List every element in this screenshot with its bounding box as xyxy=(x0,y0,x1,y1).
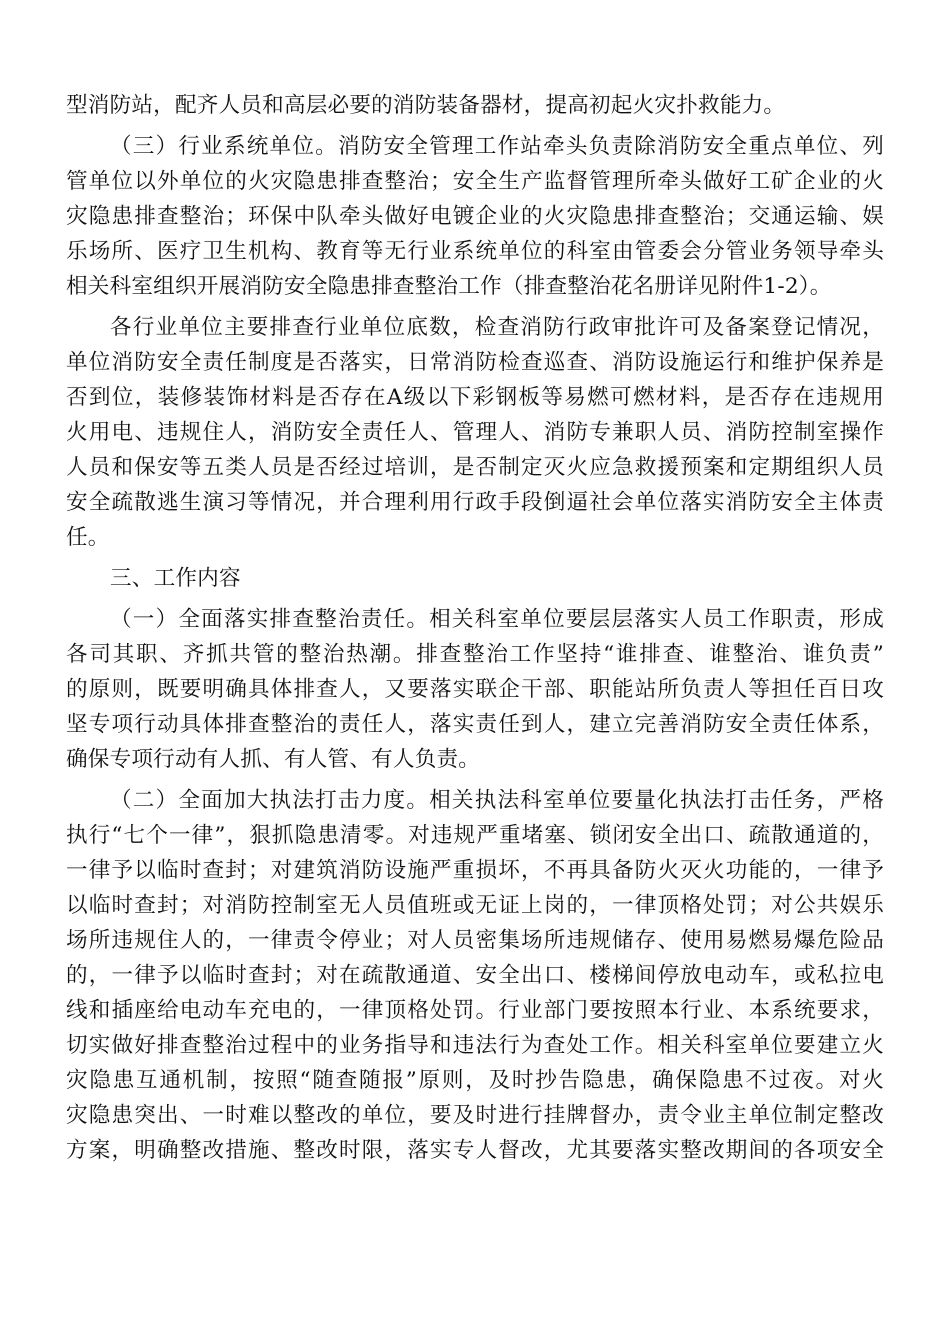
text-line: 人员和保安等五类人员是否经过培训，是否制定灭火应急救援预案和定期组织人员 xyxy=(66,455,884,480)
text-line: 否到位，装修装饰材料是否存在A级以下彩钢板等易燃可燃材料，是否存在违规用 xyxy=(66,385,884,410)
text-line: 确保专项行动有人抓、有人管、有人负责。 xyxy=(66,747,481,772)
text-line: 灾隐患排查整治；环保中队牵头做好电镀企业的火灾隐患排查整治；交通运输、娱 xyxy=(66,204,884,229)
text-line: 相关科室组织开展消防安全隐患排查整治工作（排查整治花名册详见附件1-2）。 xyxy=(66,274,832,299)
text-line: 各司其职、齐抓共管的整治热潮。排查整治工作坚持“谁排查、谁整治、谁负责” xyxy=(66,642,884,667)
text-line: 各行业单位主要排查行业单位底数，检查消防行政审批许可及备案登记情况， xyxy=(110,315,884,340)
text-line: 安全疏散逃生演习等情况，并合理利用行政手段倒逼社会单位落实消防安全主体责 xyxy=(66,490,884,515)
text-line: 管单位以外单位的火灾隐患排查整治；安全生产监督管理所牵头做好工矿企业的火 xyxy=(66,169,884,194)
text-line: 的，一律予以临时查封；对在疏散通道、安全出口、楼梯间停放电动车，或私拉电 xyxy=(66,963,884,988)
text-line: 火用电、违规住人，消防安全责任人、管理人、消防专兼职人员、消防控制室操作 xyxy=(66,420,884,445)
text-line: 一律予以临时查封；对建筑消防设施严重损坏，不再具备防火灭火功能的，一律予 xyxy=(66,858,884,883)
text-line: 切实做好排查整治过程中的业务指导和违法行为查处工作。相关科室单位要建立火 xyxy=(66,1033,884,1058)
text-line: 型消防站，配齐人员和高层必要的消防装备器材，提高初起火灾扑救能力。 xyxy=(66,93,786,118)
text-line: 以临时查封；对消防控制室无人员值班或无证上岗的，一律顶格处罚；对公共娱乐 xyxy=(66,893,884,918)
text-line: 单位消防安全责任制度是否落实，日常消防检查巡查、消防设施运行和维护保养是 xyxy=(66,350,884,375)
text-line: （二）全面加大执法打击力度。相关执法科室单位要量化执法打击任务，严格 xyxy=(110,788,884,813)
text-line: （三）行业系统单位。消防安全管理工作站牵头负责除消防安全重点单位、列 xyxy=(110,134,884,159)
text-line: 方案，明确整改措施、整改时限，落实专人督改，尤其要落实整改期间的各项安全 xyxy=(66,1138,884,1163)
text-line: 线和插座给电动车充电的，一律顶格处罚。行业部门要按照本行业、本系统要求， xyxy=(66,998,884,1023)
text-line: 三、工作内容 xyxy=(110,566,241,591)
text-line: 灾隐患突出、一时难以整改的单位，要及时进行挂牌督办，责令业主单位制定整改 xyxy=(66,1103,884,1128)
text-line: 执行“七个一律”，狠抓隐患清零。对违规严重堵塞、锁闭安全出口、疏散通道的， xyxy=(66,823,884,848)
text-line: 场所违规住人的，一律责令停业；对人员密集场所违规储存、使用易燃易爆危险品 xyxy=(66,928,884,953)
text-line: 灾隐患互通机制，按照“随查随报”原则，及时抄告隐患，确保隐患不过夜。对火 xyxy=(66,1068,884,1093)
text-line: 坚专项行动具体排查整治的责任人，落实责任到人，建立完善消防安全责任体系， xyxy=(66,712,884,737)
text-line: 的原则，既要明确具体排查人，又要落实联企干部、职能站所负责人等担任百日攻 xyxy=(66,677,884,702)
text-line: （一）全面落实排查整治责任。相关科室单位要层层落实人员工作职责，形成 xyxy=(110,607,884,632)
text-line: 乐场所、医疗卫生机构、教育等无行业系统单位的科室由管委会分管业务领导牵头 xyxy=(66,239,884,264)
text-line: 任。 xyxy=(66,525,110,550)
